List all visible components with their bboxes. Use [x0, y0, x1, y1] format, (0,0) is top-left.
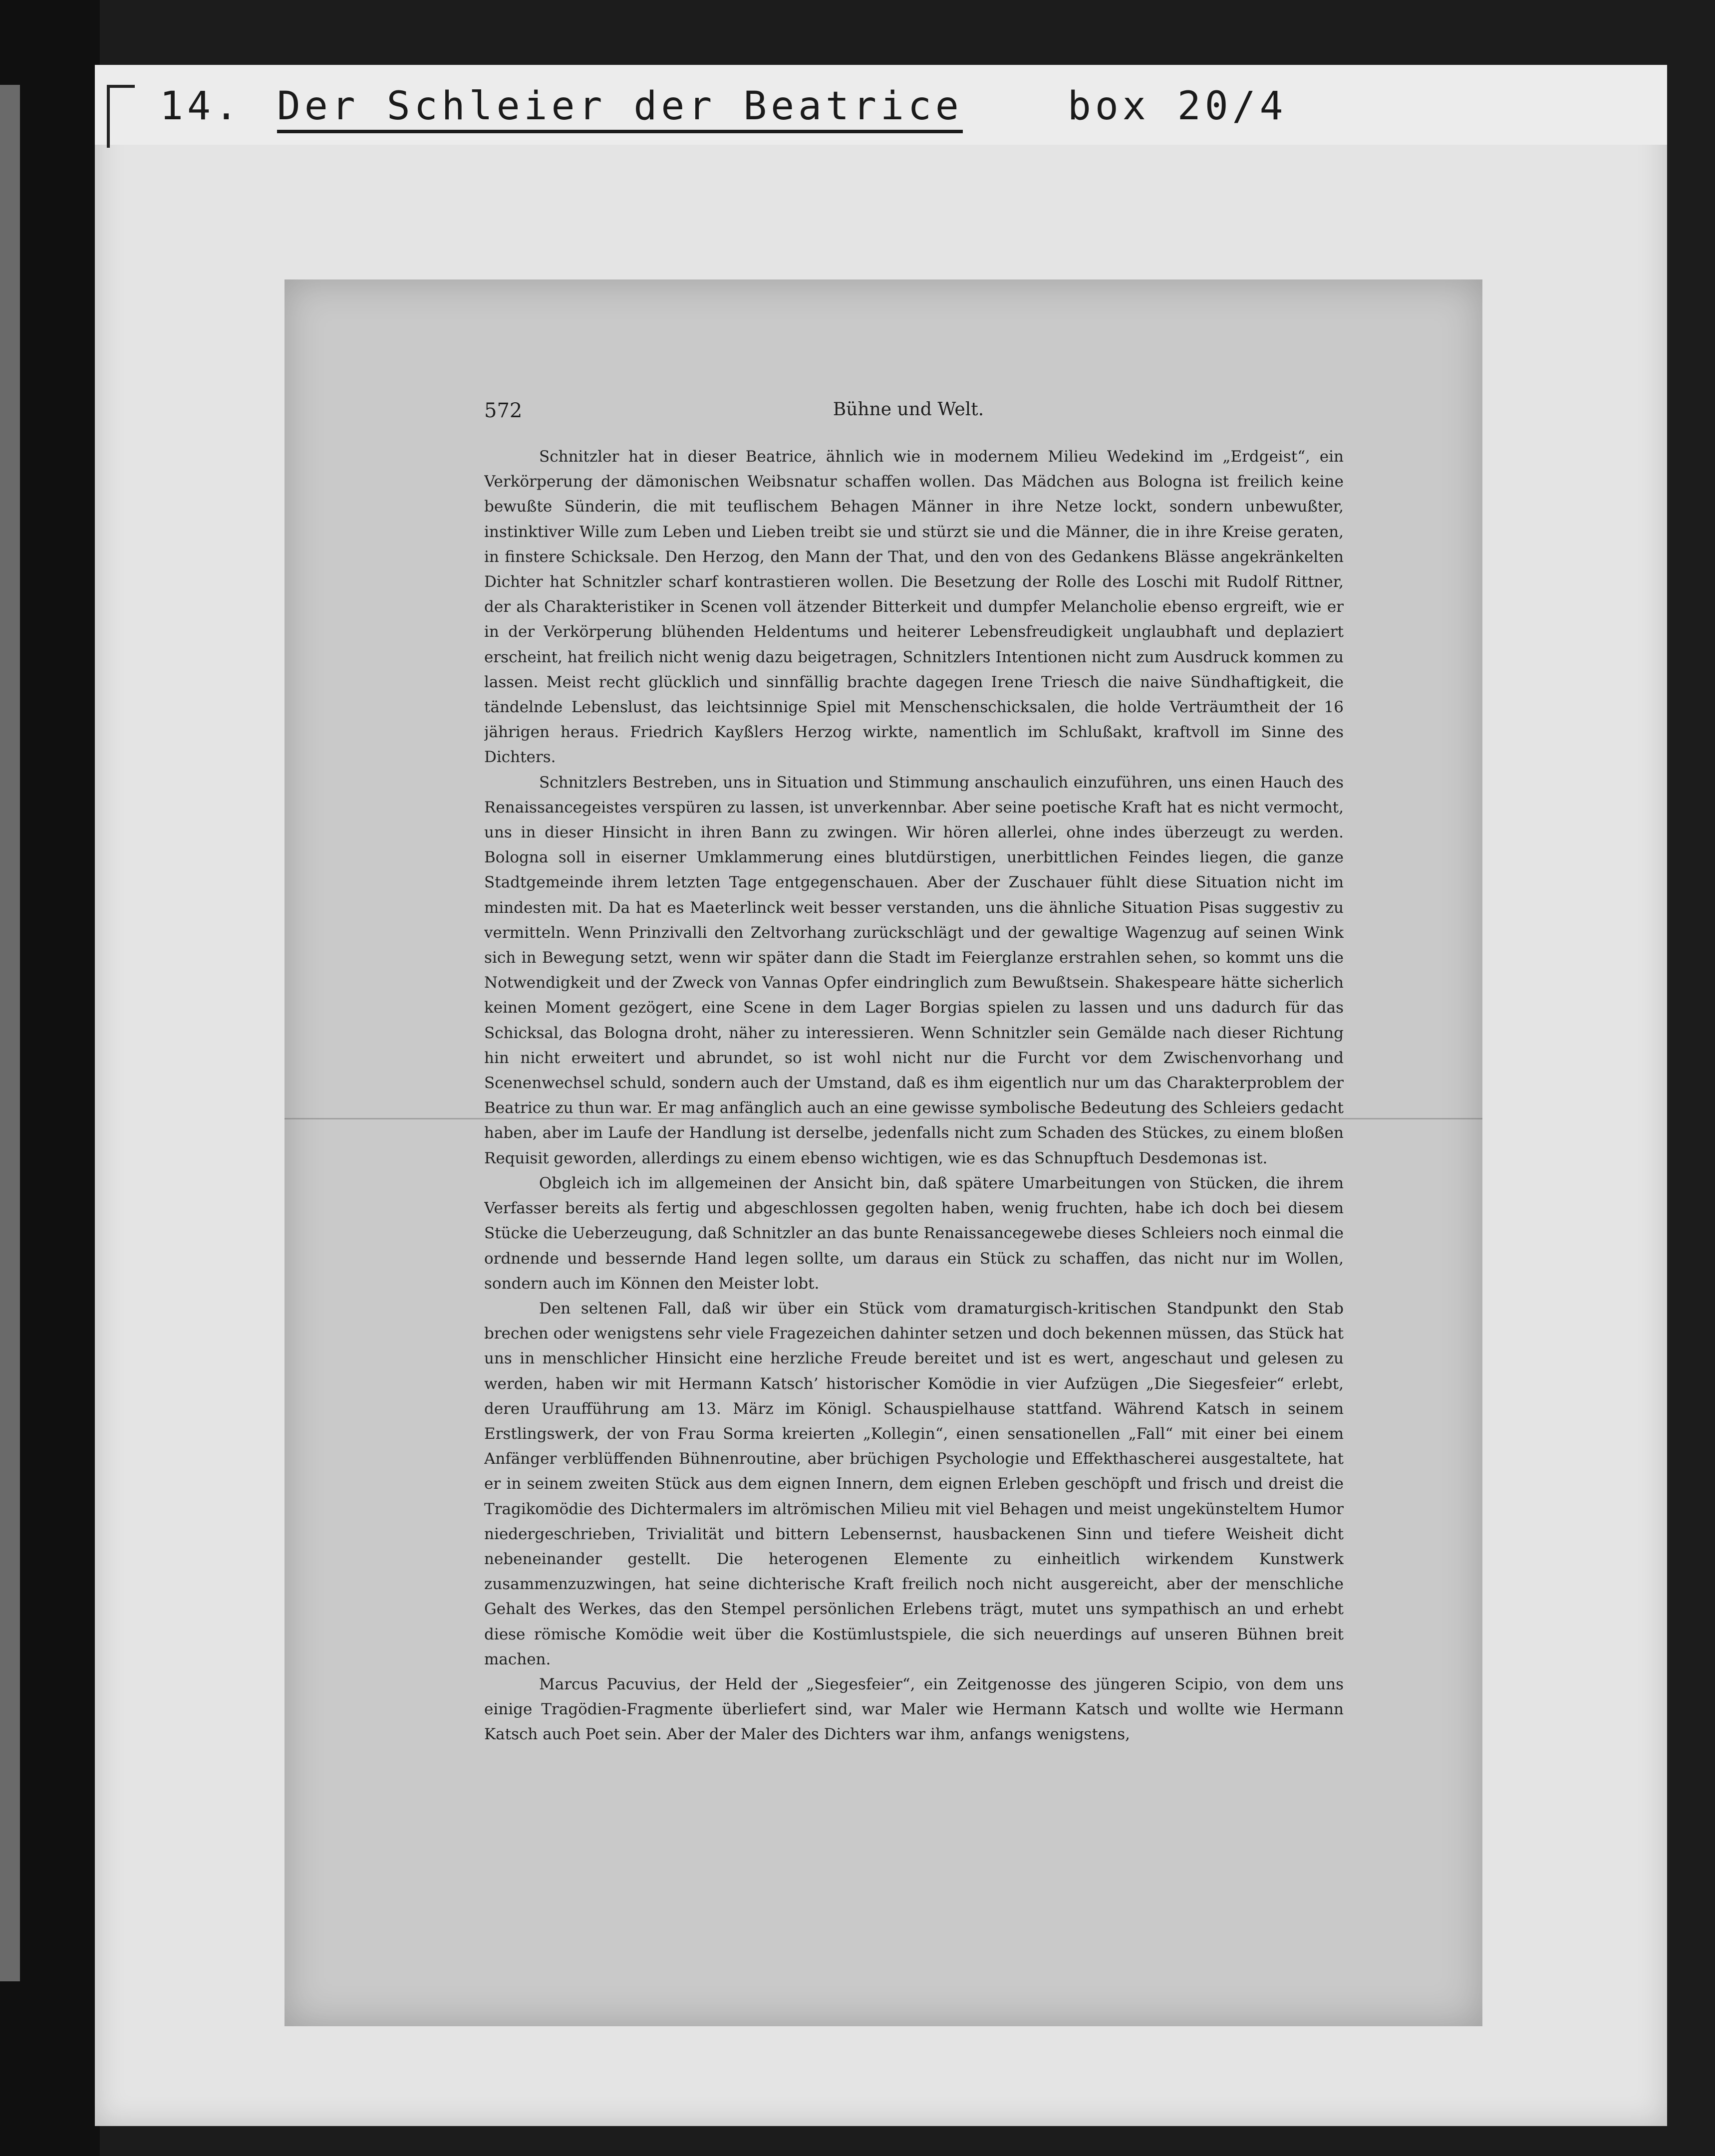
archive-sheet: [95, 65, 1667, 2126]
folder-number: 14.: [160, 84, 242, 129]
article-paragraph: Marcus Pacuvius, der Held der „Siegesfeier“, ein Zeitgenosse des jüngeren Scipio, von dem uns einige Tragödien-Fragmente überliefert sind, war Maler wie Hermann Katsch und wollte wie Hermann Katsch auch Poet sein. Aber der Maler des Dichters war ihm, anfangs wenigstens,: [484, 1675, 1344, 1744]
article-body: [484, 444, 1344, 1971]
box-label: box 20/4: [1067, 84, 1287, 129]
article-paragraph: Den seltenen Fall, daß wir über ein Stück vom dramaturgisch-kritischen Standpunkt den Stab brechen oder wenigstens sehr viele Fragezeichen dahinter setzen und doch bekennen müssen, das Stück hat uns in menschlicher Hinsicht eine herzliche Freude bereitet und ist es wert, angeschaut und gelesen zu werden, haben wir mit Hermann Katsch’ historischer Komödie in vier Aufzügen „Die Siegesfeier“ erlebt, deren Uraufführung am 13. März im Königl. Schauspielhause stattfand. Während Katsch in seinem Erstlingswerk, der von Frau Sorma kreierten „Kollegin“, einen sensationellen „Fall“ mit einer bei einem Anfänger verblüffenden Bühnenroutine, aber brüchigen Psychologie und Effekthascherei ausgestaltete, hat er in seinem zweiten Stück aus dem eignen Innern, dem eignen Erleben geschöpft und frisch und dreist die Tragikomödie des Dichtermalers im altrömischen Milieu mit viel Behagen und meist ungekünsteltem Humor niedergeschrieben, Trivialität und bittern Lebensernst, hausbackenen Sinn und tiefere Weisheit dicht nebeneinander gestellt. Die heterogenen Elemente zu einheitlich wirkendem Kunstwerk zusammenzuzwingen, hat seine dichterische Kraft freilich noch nicht ausgereicht, aber der menschliche Gehalt des Werkes, das den Stempel persönlichen Erlebens trägt, mutet uns sympathisch an und erhebt diese römische Komödie weit über die Kostümlustspiele, die sich neuerdings auf unseren Bühnen breit machen.: [484, 1299, 1344, 1668]
article-paragraph: Schnitzlers Bestreben, uns in Situation und Stimmung anschaulich einzuführen, uns einen Hauch des Renaissancegeistes verspüren zu lassen, ist unverkennbar. Aber seine poetische Kraft hat es nicht vermocht, uns in dieser Hinsicht in ihren Bann zu zwingen. Wir hören allerlei, ohne indes überzeugt zu werden. Bologna soll in eiserner Umklammerung eines blutdürstigen, unerbittlichen Feindes liegen, die ganze Stadtgemeinde ihrem letzten Tage entgegenschauen. Aber der Zuschauer fühlt diese Situation nicht im mindesten mit. Da hat es Maeterlinck weit besser verstanden, uns die ähnliche Situation Pisas suggestiv zu vermitteln. Wenn Prinzivalli den Zeltvorhang zurückschlägt und der gewaltige Wagenzug auf seinen Wink sich in Bewegung setzt, wenn wir später dann die Stadt im Feierglanze erstrahlen sehen, so kommt uns die Notwendigkeit und der Zweck von Vannas Opfer eindringlich zum Bewußtsein. Shakespeare hätte sicherlich keinen Moment gezögert, eine Scene in dem Lager Borgias spielen zu lassen und uns dadurch für das Schicksal, das Bologna droht, näher zu interessieren. Wenn Schnitzler sein Gemälde nach dieser Richtung hin nicht erweitert und abrundet, so ist wohl nicht nur die Furcht vor dem Zwischenvorhang und Scenenwechsel schuld, sondern auch der Umstand, daß es ihm eigentlich nur um das Charakterproblem der Beatrice zu thun war. Er mag anfänglich auch an eine gewisse symbolische Bedeutung des Schleiers gedacht haben, aber im Laufe der Handlung ist derselbe, jedenfalls nicht zum Schaden des Stückes, zu einem bloßen Requisit geworden, allerdings zu einem ebenso wichtigen, wie es das Schnupftuch Desdemonas ist.: [484, 773, 1344, 1167]
folder-title: Der Schleier der Beatrice: [277, 84, 963, 133]
page-number: 572: [484, 399, 523, 422]
adjacent-sheet: [0, 85, 20, 1981]
corner-bracket-mark: [107, 85, 135, 148]
folder-header: [95, 65, 1667, 145]
article-paragraph: Schnitzler hat in dieser Beatrice, ähnlich wie in modernem Milieu Wedekind im „Erdgeist“, ein Verkörperung der dämonischen Weibsnatur schaffen wollen. Das Mädchen aus Bologna ist freilich keine bewußte Sünderin, die mit teuflischem Behagen Männer in ihre Netze lockt, sondern unbewußter, instinktiver Wille zum Leben und Lieben treibt sie und stürzt sie und die Männer, die in ihre Kreise geraten, in finstere Schicksale. Den Herzog, den Mann der That, und den von des Gedankens Blässe angekränkelten Dichter hat Schnitzler scharf kontrastieren wollen. Die Besetzung der Rolle des Loschi mit Rudolf Rittner, der als Charakteristiker in Scenen voll ätzender Bitterkeit und dumpfer Melancholie ebenso ergreift, wie er in der Verkörperung blühenden Heldentums und heiterer Lebensfreudigkeit unglaubhaft und deplaziert erscheint, hat freilich nicht wenig dazu beigetragen, Schnitzlers Intentionen nicht zum Ausdruck kommen zu lassen. Meist recht glücklich und sinnfällig brachte dagegen Irene Triesch die naive Sündhaftigkeit, die tändelnde Lebenslust, das leichtsinnige Spiel mit Menschenschicksalen, die holde Verträumtheit der 16 jährigen heraus. Friedrich Kayßlers Herzog wirkte, namentlich im Schlußakt, kraftvoll im Sinne des Dichters.: [484, 448, 1344, 767]
running-head: Bühne und Welt.: [833, 399, 984, 420]
article-paragraph: Obgleich ich im allgemeinen der Ansicht bin, daß spätere Umarbeitungen von Stücken, die ihrem Verfasser bereits als fertig und abgeschlossen gegolten haben, wenig fruchten, habe ich doch bei diesem Stücke die Ueberzeugung, daß Schnitzler an das bunte Renaissancegewebe dieses Schleiers noch einmal die ordnende und bessernde Hand legen sollte, um daraus ein Stück zu schaffen, das nicht nur im Wollen, sondern auch im Können den Meister lobt.: [484, 1174, 1344, 1293]
folder-label-line: [160, 84, 1287, 139]
newspaper-clipping: [285, 279, 1482, 2026]
clipping-page-head: [484, 399, 1333, 434]
adjacent-page-edge: [0, 0, 100, 2156]
